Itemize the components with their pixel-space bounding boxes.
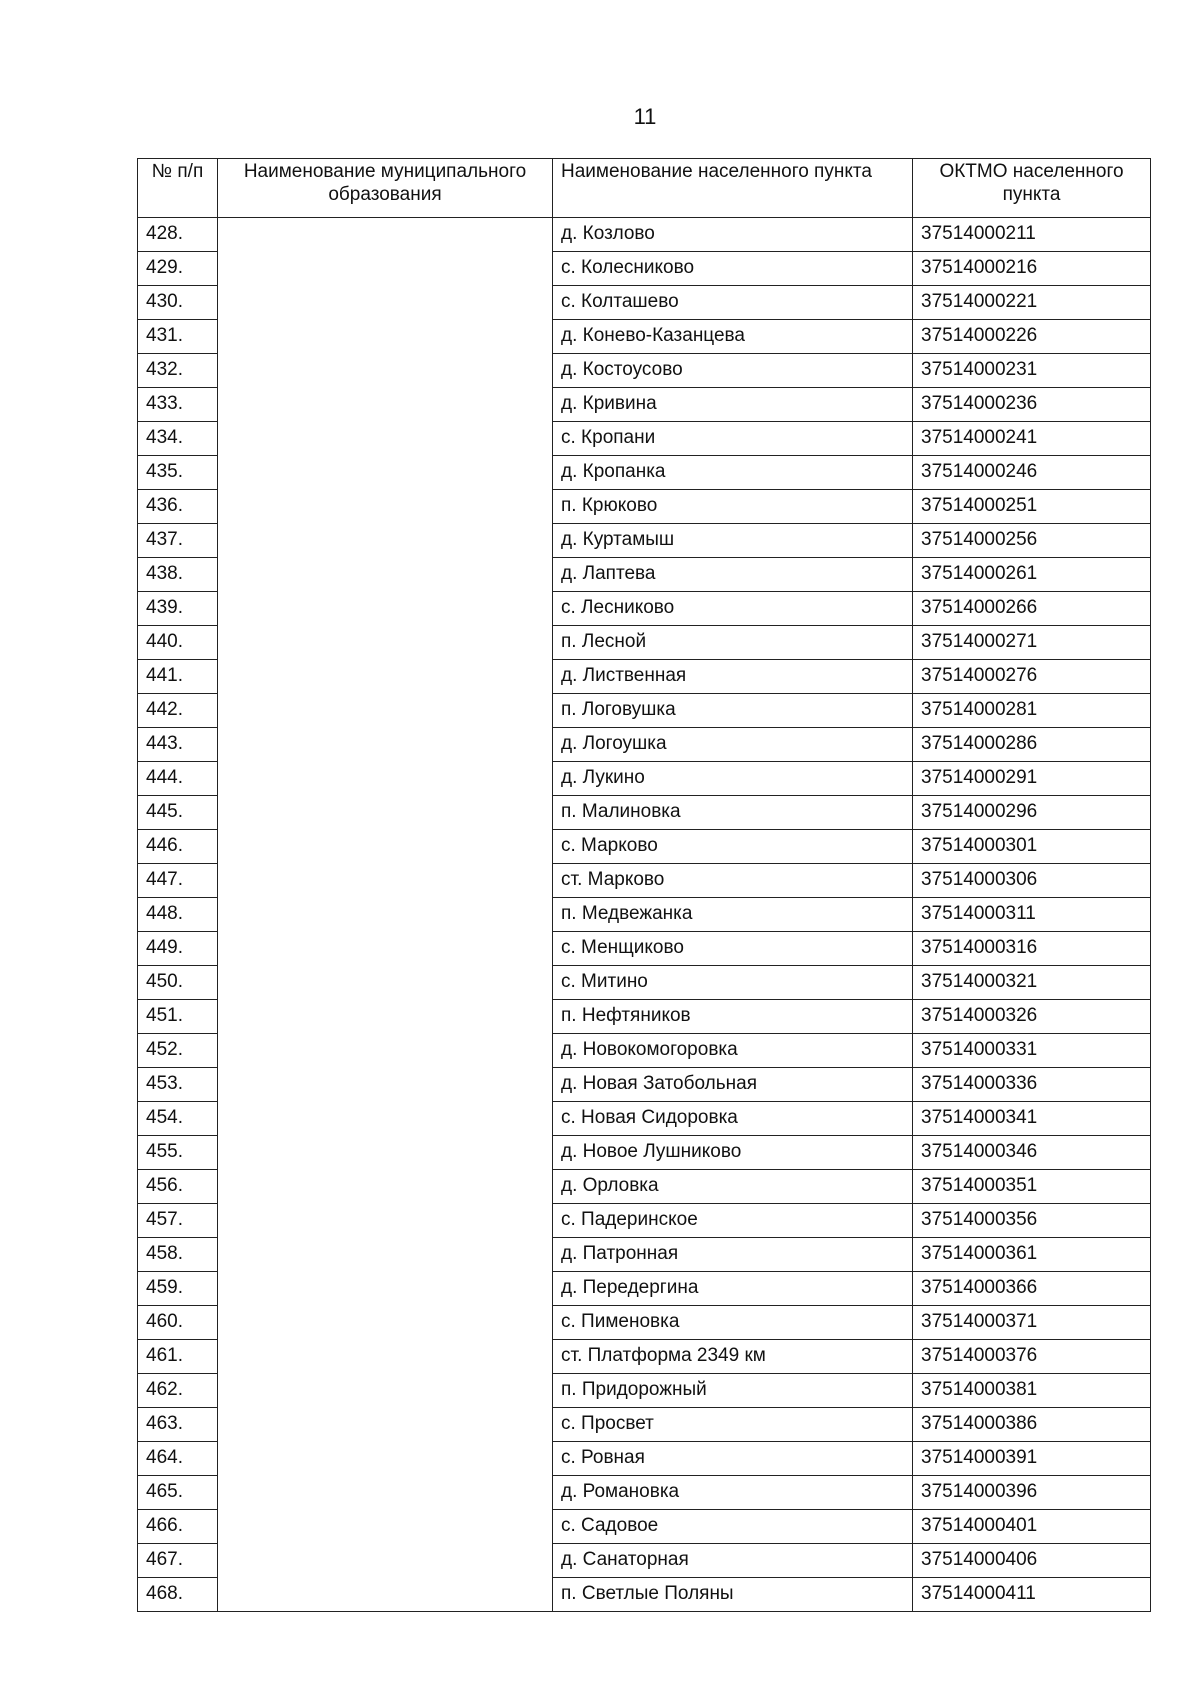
oktmo-code: 37514000286 — [913, 728, 1151, 762]
row-number: 450. — [138, 966, 218, 1000]
oktmo-code: 37514000226 — [913, 320, 1151, 354]
table-row — [138, 218, 1151, 252]
row-number: 438. — [138, 558, 218, 592]
settlement-name: д. Костоусово — [553, 354, 913, 388]
row-number: 455. — [138, 1136, 218, 1170]
page-number: 11 — [633, 104, 657, 129]
oktmo-code: 37514000341 — [913, 1102, 1151, 1136]
table-body — [138, 218, 1151, 1612]
oktmo-code: 37514000386 — [913, 1408, 1151, 1442]
row-number: 432. — [138, 354, 218, 388]
row-number: 466. — [138, 1510, 218, 1544]
oktmo-code: 37514000406 — [913, 1544, 1151, 1578]
oktmo-code: 37514000216 — [913, 252, 1151, 286]
row-number: 448. — [138, 898, 218, 932]
oktmo-code: 37514000221 — [913, 286, 1151, 320]
settlement-name: д. Лукино — [553, 762, 913, 796]
oktmo-code: 37514000391 — [913, 1442, 1151, 1476]
oktmo-code: 37514000271 — [913, 626, 1151, 660]
row-number: 461. — [138, 1340, 218, 1374]
row-number: 454. — [138, 1102, 218, 1136]
settlement-name: п. Логовушка — [553, 694, 913, 728]
row-number: 447. — [138, 864, 218, 898]
row-number: 463. — [138, 1408, 218, 1442]
oktmo-code: 37514000401 — [913, 1510, 1151, 1544]
oktmo-code: 37514000321 — [913, 966, 1151, 1000]
row-number: 451. — [138, 1000, 218, 1034]
settlement-name: с. Пименовка — [553, 1306, 913, 1340]
municipality-cell — [218, 218, 553, 1612]
settlement-name: д. Кривина — [553, 388, 913, 422]
settlement-name: с. Новая Сидоровка — [553, 1102, 913, 1136]
row-number: 444. — [138, 762, 218, 796]
settlement-name: д. Новая Затобольная — [553, 1068, 913, 1102]
row-number: 436. — [138, 490, 218, 524]
settlement-name: с. Садовое — [553, 1510, 913, 1544]
settlement-name: с. Менщиково — [553, 932, 913, 966]
row-number: 445. — [138, 796, 218, 830]
row-number: 431. — [138, 320, 218, 354]
oktmo-code: 37514000231 — [913, 354, 1151, 388]
header-settlement: Наименование населенного пункта — [553, 159, 913, 218]
row-number: 428. — [138, 218, 218, 252]
row-number: 443. — [138, 728, 218, 762]
oktmo-code: 37514000411 — [913, 1578, 1151, 1612]
settlement-name: д. Куртамыш — [553, 524, 913, 558]
row-number: 434. — [138, 422, 218, 456]
settlement-name: д. Передергина — [553, 1272, 913, 1306]
settlement-name: д. Лиственная — [553, 660, 913, 694]
oktmo-code: 37514000331 — [913, 1034, 1151, 1068]
oktmo-code: 37514000256 — [913, 524, 1151, 558]
row-number: 458. — [138, 1238, 218, 1272]
row-number: 456. — [138, 1170, 218, 1204]
settlement-name: д. Романовка — [553, 1476, 913, 1510]
header-num: № п/п — [138, 159, 218, 218]
settlement-name: ст. Платформа 2349 км — [553, 1340, 913, 1374]
settlement-name: д. Кропанка — [553, 456, 913, 490]
settlement-name: п. Лесной — [553, 626, 913, 660]
settlement-name: с. Кропани — [553, 422, 913, 456]
oktmo-code: 37514000396 — [913, 1476, 1151, 1510]
row-number: 433. — [138, 388, 218, 422]
oktmo-code: 37514000241 — [913, 422, 1151, 456]
oktmo-code: 37514000281 — [913, 694, 1151, 728]
oktmo-code: 37514000306 — [913, 864, 1151, 898]
oktmo-code: 37514000316 — [913, 932, 1151, 966]
row-number: 460. — [138, 1306, 218, 1340]
oktmo-code: 37514000361 — [913, 1238, 1151, 1272]
settlement-name: д. Лаптева — [553, 558, 913, 592]
row-number: 435. — [138, 456, 218, 490]
header-oktmo: ОКТМО населенного пункта — [913, 159, 1151, 218]
row-number: 439. — [138, 592, 218, 626]
settlement-name: д. Конево-Казанцева — [553, 320, 913, 354]
oktmo-code: 37514000266 — [913, 592, 1151, 626]
settlement-name: с. Митино — [553, 966, 913, 1000]
settlement-name: д. Новое Лушниково — [553, 1136, 913, 1170]
settlement-name: ст. Марково — [553, 864, 913, 898]
oktmo-code: 37514000351 — [913, 1170, 1151, 1204]
settlement-name: с. Падеринское — [553, 1204, 913, 1238]
settlement-name: п. Крюково — [553, 490, 913, 524]
oktmo-code: 37514000236 — [913, 388, 1151, 422]
row-number: 462. — [138, 1374, 218, 1408]
row-number: 465. — [138, 1476, 218, 1510]
row-number: 452. — [138, 1034, 218, 1068]
row-number: 449. — [138, 932, 218, 966]
oktmo-code: 37514000376 — [913, 1340, 1151, 1374]
settlement-name: д. Патронная — [553, 1238, 913, 1272]
row-number: 457. — [138, 1204, 218, 1238]
oktmo-code: 37514000291 — [913, 762, 1151, 796]
settlement-name: с. Марково — [553, 830, 913, 864]
settlements-table — [137, 158, 1151, 1612]
header-municipality: Наименование муниципального образования — [218, 159, 553, 218]
row-number: 464. — [138, 1442, 218, 1476]
oktmo-code: 37514000311 — [913, 898, 1151, 932]
settlement-name: с. Просвет — [553, 1408, 913, 1442]
oktmo-code: 37514000301 — [913, 830, 1151, 864]
row-number: 446. — [138, 830, 218, 864]
settlement-name: п. Придорожный — [553, 1374, 913, 1408]
table-header-row — [138, 159, 1151, 218]
settlement-name: д. Козлово — [553, 218, 913, 252]
settlement-name: п. Медвежанка — [553, 898, 913, 932]
settlement-name: д. Санаторная — [553, 1544, 913, 1578]
row-number: 429. — [138, 252, 218, 286]
oktmo-code: 37514000326 — [913, 1000, 1151, 1034]
oktmo-code: 37514000371 — [913, 1306, 1151, 1340]
settlement-name: п. Малиновка — [553, 796, 913, 830]
oktmo-code: 37514000296 — [913, 796, 1151, 830]
oktmo-code: 37514000246 — [913, 456, 1151, 490]
settlement-name: с. Ровная — [553, 1442, 913, 1476]
row-number: 468. — [138, 1578, 218, 1612]
settlement-name: п. Нефтяников — [553, 1000, 913, 1034]
oktmo-code: 37514000346 — [913, 1136, 1151, 1170]
oktmo-code: 37514000366 — [913, 1272, 1151, 1306]
settlement-name: д. Орловка — [553, 1170, 913, 1204]
oktmo-code: 37514000251 — [913, 490, 1151, 524]
row-number: 441. — [138, 660, 218, 694]
row-number: 453. — [138, 1068, 218, 1102]
row-number: 437. — [138, 524, 218, 558]
oktmo-code: 37514000381 — [913, 1374, 1151, 1408]
settlement-name: с. Колташево — [553, 286, 913, 320]
oktmo-code: 37514000276 — [913, 660, 1151, 694]
row-number: 459. — [138, 1272, 218, 1306]
row-number: 440. — [138, 626, 218, 660]
settlement-name: д. Логоушка — [553, 728, 913, 762]
row-number: 430. — [138, 286, 218, 320]
oktmo-code: 37514000211 — [913, 218, 1151, 252]
settlement-name: с. Колесниково — [553, 252, 913, 286]
oktmo-code: 37514000356 — [913, 1204, 1151, 1238]
row-number: 442. — [138, 694, 218, 728]
settlement-name: с. Лесниково — [553, 592, 913, 626]
settlement-name: п. Светлые Поляны — [553, 1578, 913, 1612]
oktmo-code: 37514000261 — [913, 558, 1151, 592]
oktmo-code: 37514000336 — [913, 1068, 1151, 1102]
settlement-name: д. Новокомогоровка — [553, 1034, 913, 1068]
row-number: 467. — [138, 1544, 218, 1578]
